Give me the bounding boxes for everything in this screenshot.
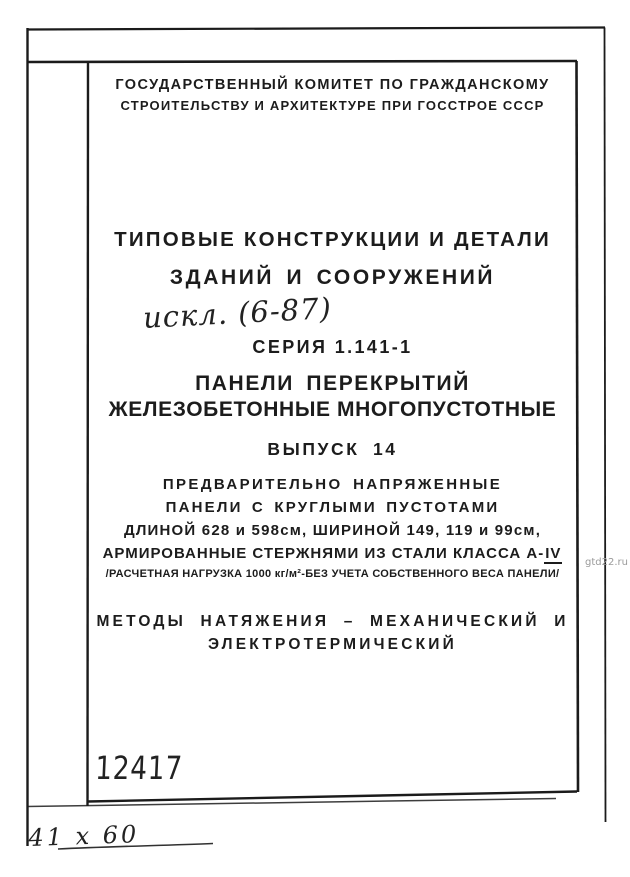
series-number: СЕРИЯ 1.141-1 — [252, 337, 413, 357]
spec-line1: ПРЕДВАРИТЕЛЬНО НАПРЯЖЕННЫЕ — [162, 476, 503, 493]
committee-name-line2: СТРОИТЕЛЬСТВУ И АРХИТЕКТУРЕ ПРИ ГОССТРОЕ СССР — [120, 98, 545, 113]
tensioning-methods-line2: ЭЛЕКТРОТЕРМИЧЕСКИЙ — [208, 636, 457, 653]
spec-line2: ПАНЕЛИ С КРУГЛЫМИ ПУСТОТАМИ — [165, 499, 500, 516]
series-title-line2: ЗДАНИЙ И СООРУЖЕНИЙ — [169, 266, 496, 289]
issue-number: ВЫПУСК 14 — [267, 439, 398, 459]
site-watermark: gtd22.ru — [585, 557, 628, 568]
subject-line1: ПАНЕЛИ ПЕРЕКРЫТИЙ — [195, 372, 470, 395]
series-title-line1: ТИПОВЫЕ КОНСТРУКЦИИ И ДЕТАЛИ — [114, 228, 551, 251]
committee-name-line1: ГОСУДАРСТВЕННЫЙ КОМИТЕТ ПО ГРАЖДАНСКОМУ — [115, 77, 550, 93]
handwritten-format-note: 41 х 60 — [27, 820, 140, 852]
handwritten-revision-note: искл. (6-87) — [142, 291, 333, 335]
spec-line4-steel — [88, 546, 577, 561]
subject-line2: ЖЕЛЕЗОБЕТОННЫЕ МНОГОПУСТОТНЫЕ — [108, 398, 557, 421]
design-load-note: /РАСЧЕТНАЯ НАГРУЗКА 1000 кг/м²-БЕЗ УЧЕТА СОБСТВЕННОГО ВЕСА ПАНЕЛИ/ — [105, 568, 560, 580]
spec-line3-dimensions: ДЛИНОЙ 628 и 598см, ШИРИНОЙ 149, 119 и 99см, — [123, 522, 542, 539]
handwritten-inventory-number: 12417 — [94, 749, 184, 787]
spec-line4-text: АРМИРОВАННЫЕ СТЕРЖНЯМИ ИЗ СТАЛИ КЛАССА А- — [102, 545, 545, 562]
tensioning-methods-line1: МЕТОДЫ НАТЯЖЕНИЯ – МЕХАНИЧЕСКИЙ И — [96, 613, 569, 630]
steel-class-roman-numeral: IV — [545, 545, 562, 562]
